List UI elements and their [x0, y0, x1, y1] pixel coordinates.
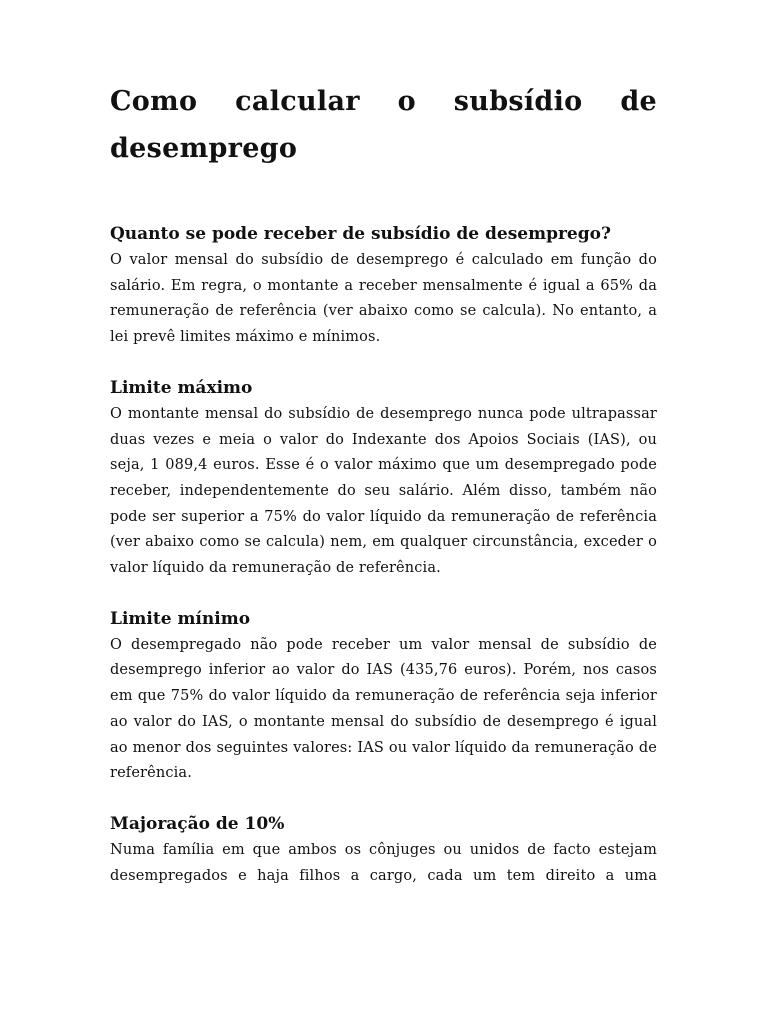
document-content — [110, 78, 657, 914]
section-body-maximum-limit: O montante mensal do subsídio de desemprego nunca pode ultrapassar duas vezes e meia o valor do Indexante dos Apoios Sociais (IAS), ou seja, 1 089,4 euros. Esse é o valor máximo que um desempregado pode receber, independentemente do seu salário. Além disso, também não pode ser superior a 75% do valor líquido da remuneração de referência (ver abaixo como se calcula) nem, em qualquer circunstância, exceder o valor líquido da remuneração de referência. — [110, 405, 657, 577]
document-title-line-1: Como calcular o subsídio de — [110, 86, 657, 117]
section-heading-increase: Majoração de 10% — [110, 813, 285, 834]
section-body-minimum-limit: O desempregado não pode receber um valor mensal de subsídio de desemprego inferior ao valor do IAS (435,76 euros). Porém, nos casos em que 75% do valor líquido da remuneração de referência seja inferior ao valor do IAS, o montante mensal do subsídio de desemprego é igual ao menor dos seguintes valores: IAS ou valor líquido da remuneração de referência. — [110, 636, 657, 782]
section-heading-maximum-limit: Limite máximo — [110, 377, 253, 398]
section-body-increase: Numa família em que ambos os cônjuges ou unidos de facto estejam desempregados e haja filhos a cargo, cada um tem direito a uma — [110, 841, 657, 884]
section-heading-minimum-limit: Limite mínimo — [110, 608, 251, 629]
section-body-amount: O valor mensal do subsídio de desemprego é calculado em função do salário. Em regra, o montante a receber mensalmente é igual a 65% da remuneração de referência (ver abaixo como se calcula). No entanto, a lei prevê limites máximo e mínimos. — [110, 252, 657, 346]
section-heading-amount: Quanto se pode receber de subsídio de desemprego? — [110, 224, 611, 244]
document-title — [110, 78, 657, 172]
document-title-line-2: desemprego — [110, 133, 298, 164]
